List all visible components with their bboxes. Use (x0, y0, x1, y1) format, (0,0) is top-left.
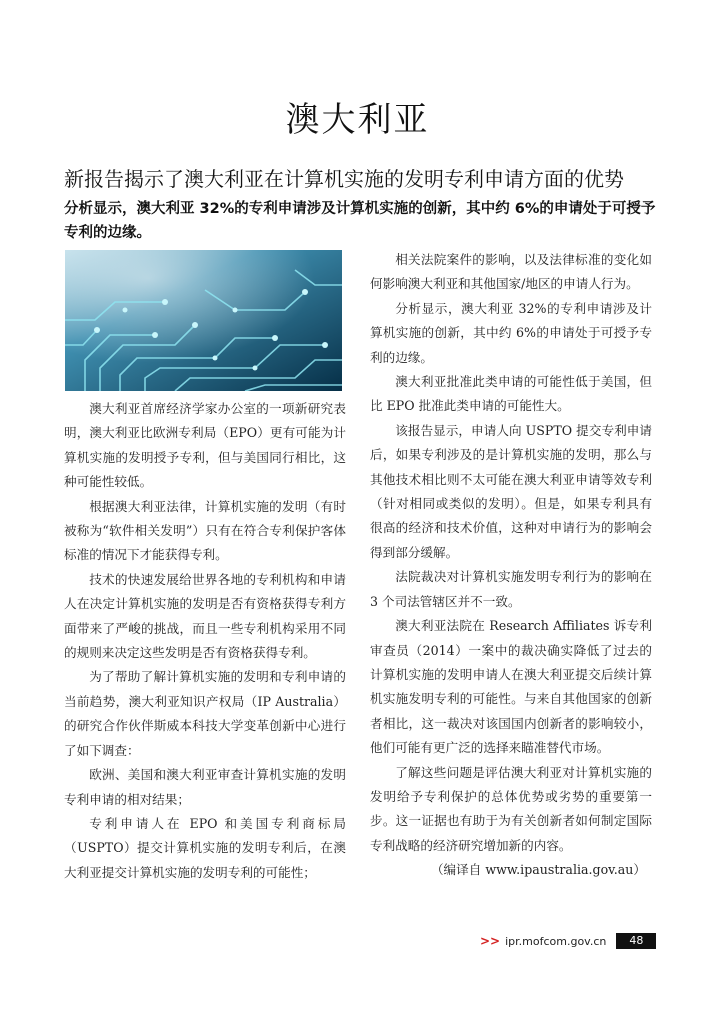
paragraph: 该报告显示，申请人向 USPTO 提交专利申请后，如果专利涉及的是计算机实施的发明，那么与其他技术相比则不太可能在澳大利亚申请等效专利（针对相同或类似的发明）。但是，如果专利具有很高的经济和技术价值，这种对申请行为的影响会得到部分缓解。 (370, 422, 652, 560)
page-title: 澳大利亚 (285, 100, 430, 140)
paragraph: 澳大利亚法院在 Research Affiliates 诉专利审查员（2014）一案中的裁决确实降低了过去的计算机实施的发明申请人在澳大利亚提交后续计算机实施发明专利的可能性。与来自其他国家的创新者相比，这一裁决对该国国内创新者的影响较小，他们可能有更广泛的选择来瞄准替代市场。 (370, 618, 652, 756)
page-footer (480, 932, 656, 950)
paragraph: 相关法院案件的影响，以及法律标准的变化如何影响澳大利亚和其他国家/地区的申请人行为。 (370, 252, 652, 292)
paragraph: 根据澳大利亚法律，计算机实施的发明（有时被称为“软件相关发明”）只有在符合专利保护客体标准的情况下才能获得专利。 (64, 498, 346, 563)
article-headline: 新报告揭示了澳大利亚在计算机实施的发明专利申请方面的优势 (64, 167, 624, 191)
paragraph: 澳大利亚首席经济学家办公室的一项新研究表明，澳大利亚比欧洲专利局（EPO）更有可能为计算机实施的发明授予专利，但与美国同行相比，这种可能性较低。 (64, 401, 346, 490)
paragraph: 为了帮助了解计算机实施的发明和专利申请的当前趋势，澳大利亚知识产权局（IP Australia）的研究合作伙伴斯威本科技大学变革创新中心进行了如下调查： (64, 669, 346, 758)
right-column (370, 248, 652, 883)
double-arrow-icon: >> (480, 934, 501, 948)
page-number: 48 (616, 933, 656, 949)
paragraph: 了解这些问题是评估澳大利亚对计算机实施的发明给予专利保护的总体优势或劣势的重要第一步。这一证据也有助于为有关创新者如何制定国际专利战略的经济研究增加新的内容。 (370, 764, 652, 853)
paragraph: 澳大利亚批准此类申请的可能性低于美国，但比 EPO 批准此类申请的可能性大。 (370, 374, 652, 414)
left-column (64, 397, 346, 885)
paragraph: 技术的快速发展给世界各地的专利机构和申请人在决定计算机实施的发明是否有资格获得专利方面带来了严峻的挑战，而且一些专利机构采用不同的规则来决定这些发明是否有资格获得专利。 (64, 571, 346, 661)
article-subhead: 分析显示，澳大利亚 32%的专利申请涉及计算机实施的创新，其中约 6%的申请处于可授予专利的边缘。 (64, 201, 656, 241)
footer-site-link[interactable]: ipr.mofcom.gov.cn (505, 934, 607, 948)
paragraph: 分析显示，澳大利亚 32%的专利申请涉及计算机实施的创新，其中约 6%的申请处于可授予专利的边缘。 (370, 300, 652, 365)
paragraph: 专利申请人在 EPO 和美国专利商标局（USPTO）提交计算机实施的发明专利后，在澳大利亚提交计算机实施的发明专利的可能性； (64, 815, 346, 880)
source-note: （编译自 www.ipaustralia.gov.au） (430, 862, 646, 878)
paragraph: 欧洲、美国和澳大利亚审查计算机实施的发明专利申请的相对结果； (64, 767, 346, 807)
circuit-board-image (65, 250, 342, 391)
paragraph: 法院裁决对计算机实施发明专利行为的影响在 3 个司法管辖区并不一致。 (370, 569, 652, 609)
